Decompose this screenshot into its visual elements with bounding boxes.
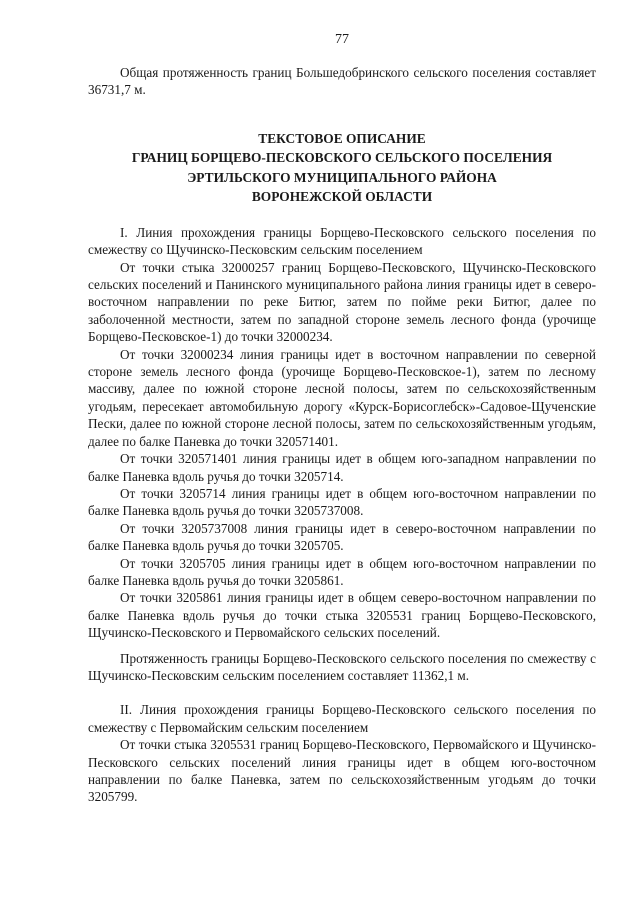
page-number: 77 [335,32,349,47]
section-2-heading: II. Линия прохождения границы Борщево-Песковского сельского поселения по смежеству с Первомайским сельским поселением [88,702,596,735]
section-1-paragraph: От точки стыка 32000257 границ Борщево-Песковского, Щучинско-Песковского сельских поселений и Панинского муниципального района линия границы идет в северо-восточном направлении по реке Битюг, затем по пойме реки Битюг, далее по заболоченной местности, затем по западной стороне земель лесного фонда (урочище Борщево-Песковское-1) до точки 32000234. [88,259,596,345]
section-1-paragraph: От точки 3205714 линия границы идет в общем юго-восточном направлении по балке Паневка вдоль ручья до точки 3205737008. [88,485,596,519]
title-line-1: ТЕКСТОВОЕ ОПИСАНИЕ [258,130,426,146]
section-1-paragraph: От точки 320571401 линия границы идет в общем юго-западном направлении по балке Паневка вдоль ручья до точки 3205714. [88,451,596,484]
title-line-2: ГРАНИЦ БОРЩЕВО-ПЕСКОВСКОГО СЕЛЬСКОГО ПОСЕЛЕНИЯ [131,150,553,166]
section-1-paragraph: От точки 3205861 линия границы идет в общем северо-восточном направлении по балке Паневка вдоль ручья до точки стыка 3205531 границ Борщево-Песковского, Щучинско-Песковского и Первомайского сельских поселений. [88,590,596,641]
section-2-paragraph: От точки стыка 3205531 границ Борщево-Песковского, Первомайского и Щучинско-Песковского сельских поселений линия границы идет в общем юго-восточном направлении по балке Паневка, затем по сельскохозяйственным угодьям до точки 3205799. [88,737,596,805]
section-1-paragraph: От точки 3205737008 линия границы идет в северо-восточном направлении по балке Паневка вдоль ручья до точки 3205705. [88,520,596,554]
section-1-length: Протяженность границы Борщево-Песковского сельского поселения по смежеству с Щучинско-Песковским сельским поселением составляет 11362,1 м. [88,650,596,683]
document-title [88,129,596,207]
spacer [88,684,596,701]
title-line-3: ЭРТИЛЬСКОГО МУНИЦИПАЛЬНОГО РАЙОНА [187,169,497,185]
section-1-paragraph: От точки 32000234 линия границы идет в восточном направлении по северной стороне земель лесного фонда (урочище Борщево-Песковское-1), затем по лесному массиву, далее по южной стороне лесной полосы, затем по сельскохозяйственным угодьям, пересекает автомобильную дорогу «Курск-Борисоглебск»-Садовое-Щученские Пески, далее по южной стороне лесной полосы, затем по сельскохозяйственным угодьям, далее по балке Паневка до точки 320571401. [88,346,596,449]
title-line-4: ВОРОНЕЖСКОЙ ОБЛАСТИ [251,189,433,205]
intro-paragraph: Общая протяженность границ Большедобринского сельского поселения составляет 36731,7 м. [88,65,596,98]
document-body [88,64,596,806]
section-1-heading: I. Линия прохождения границы Борщево-Песковского сельского поселения по смежеству со Щучинско-Песковским сельским поселением [88,224,596,258]
section-1-paragraph: От точки 3205705 линия границы идет в общем юго-восточном направлении по балке Паневка вдоль ручья до точки 3205861. [88,555,596,588]
spacer [88,642,596,650]
